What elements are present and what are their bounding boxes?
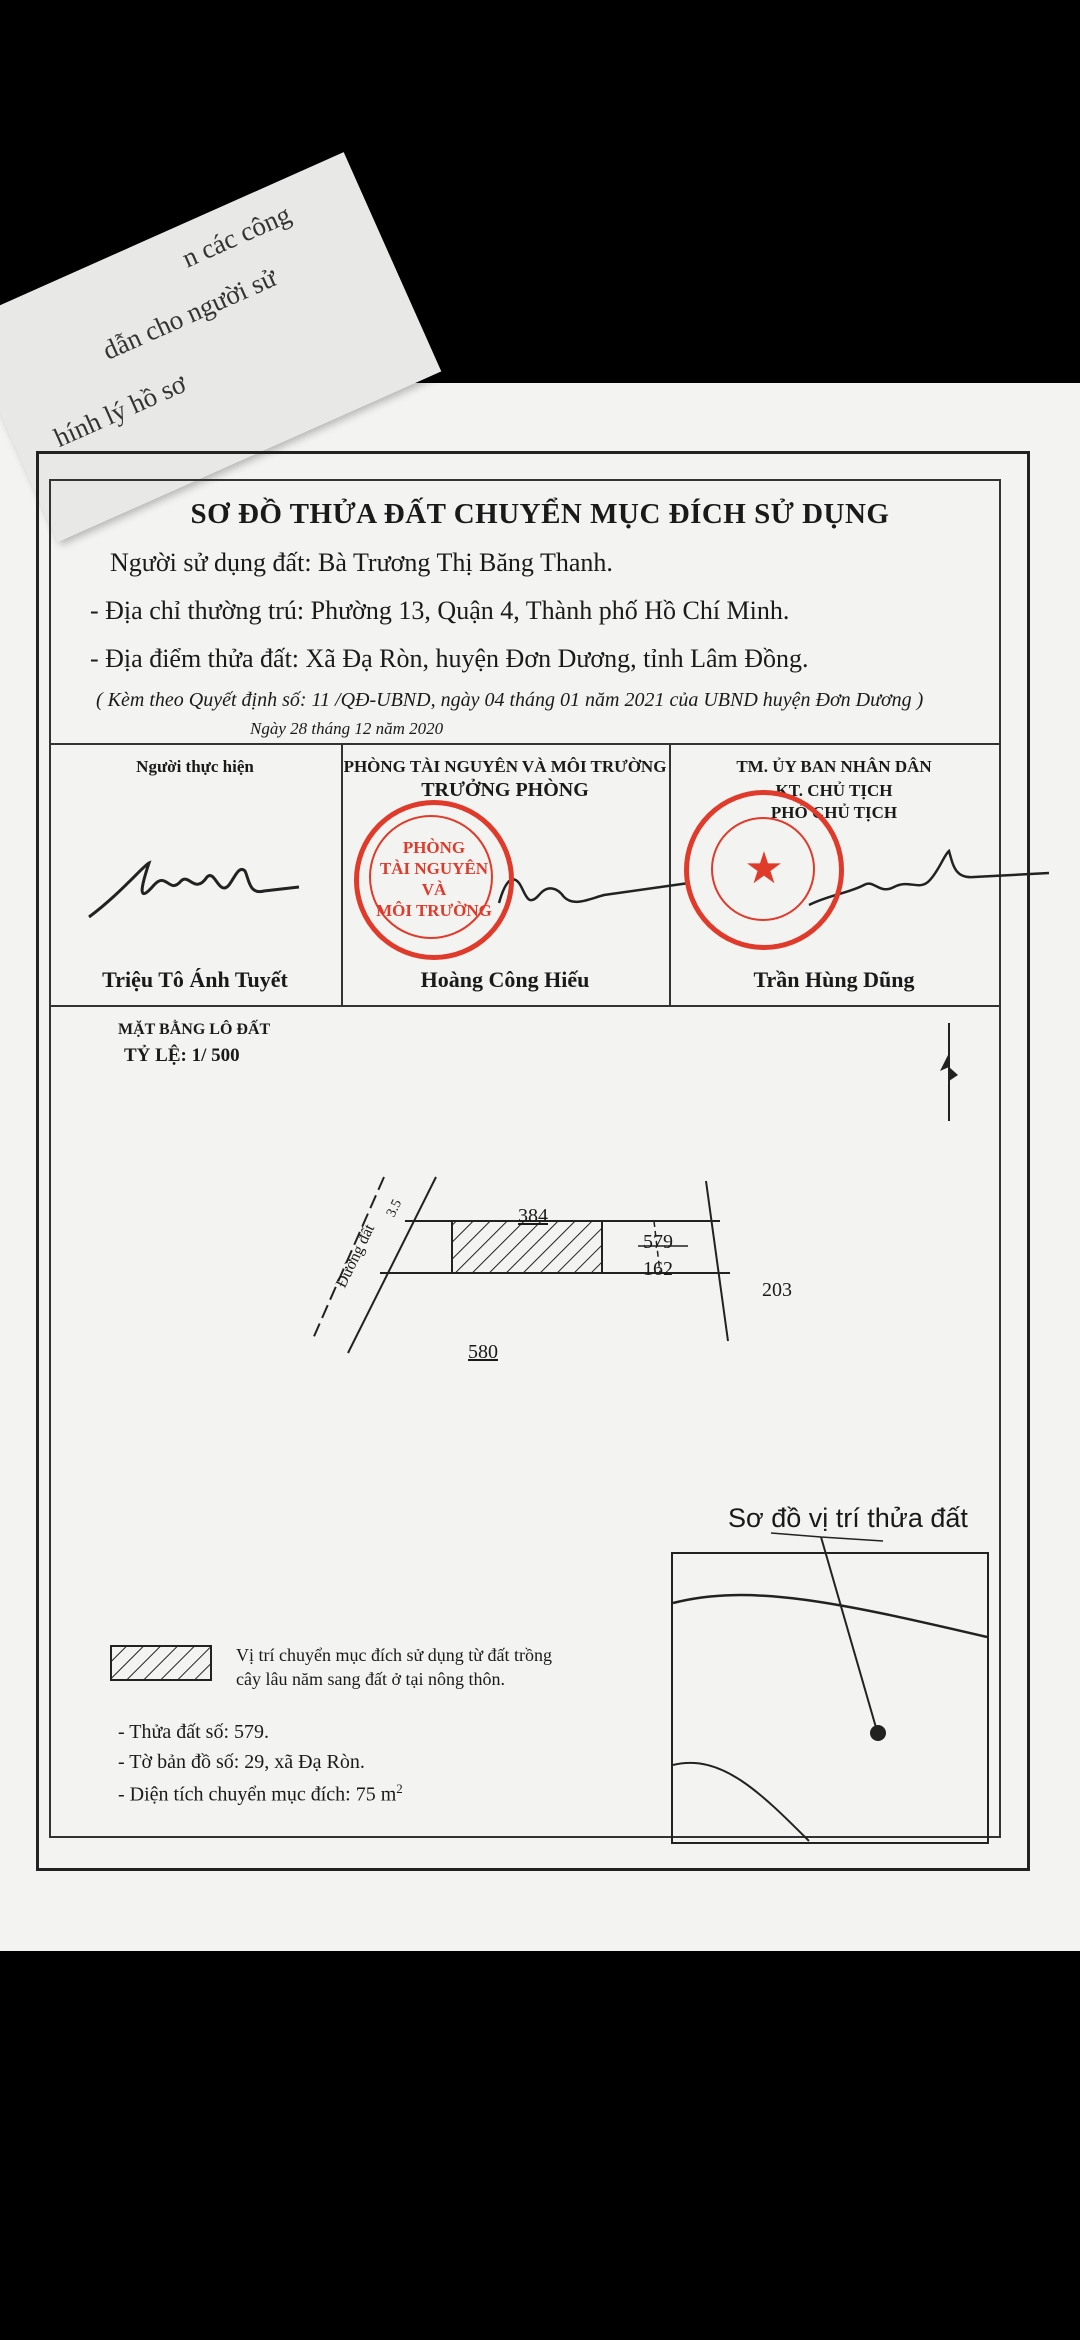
location-map [671,1533,991,1845]
signature-table [49,743,999,1007]
road-label: Đường đất [333,1221,379,1291]
plan-heading: MẶT BẰNG LÔ ĐẤT [118,1021,271,1038]
department-head-role: TRƯỞNG PHÒNG [421,779,589,801]
land-location: - Địa điểm thửa đất: Xã Đạ Ròn, huyện Đơn Dương, tỉnh Lâm Đồng. [90,644,809,673]
parcel-number: - Thửa đất số: 579. [118,1721,270,1743]
legend-hatch-swatch [110,1645,212,1681]
legend-line-2: cây lâu năm sang đất ở tại nông thôn. [236,1669,505,1689]
map-sheet-number: - Tờ bản đồ số: 29, xã Đạ Ròn. [118,1751,365,1773]
department-seal: PHÒNG TÀI NGUYÊN VÀ MÔI TRƯỜNG [354,800,514,960]
torn-text-2: dẫn cho người sử [98,262,281,366]
executor-role: Người thực hiện [136,757,254,776]
handwritten-signatures [49,825,999,965]
lot-area-number: 162 [643,1258,673,1280]
committee-signer-name: Trần Hùng Dũng [753,967,915,992]
torn-text-3: hính lý hồ sơ [49,368,191,453]
lot-number: 579 [643,1231,673,1253]
department-head-name: Hoàng Công Hiếu [420,967,590,992]
legend-line-1: Vị trí chuyển mục đích sử dụng từ đất trồng [236,1645,552,1665]
lot-diagram [300,1173,760,1373]
torn-text-1: n các công [177,198,296,274]
lot-south-number: 580 [468,1341,498,1363]
committee-role-2: PHÓ CHỦ TỊCH [770,803,898,822]
road-width: 3.5 [384,1197,406,1220]
star-emblem-icon: ★ [744,844,784,893]
lot-east-number: 203 [762,1279,792,1301]
land-user: Người sử dụng đất: Bà Trương Thị Băng Thanh. [110,548,613,577]
committee-role-1: KT. CHỦ TỊCH [775,781,893,800]
plan-scale: TỶ LỆ: 1/ 500 [124,1045,240,1066]
department-org: PHÒNG TÀI NGUYÊN VÀ MÔI TRƯỜNG [343,757,667,776]
document-paper [0,198,1080,1951]
lot-north-number: 384 [518,1205,548,1227]
executor-name: Triệu Tô Ánh Tuyết [102,967,288,992]
document-title: SƠ ĐỒ THỬA ĐẤT CHUYỂN MỤC ĐÍCH SỬ DỤNG [190,498,890,530]
north-arrow-icon [932,1023,962,1123]
decision-reference: ( Kèm theo Quyết định số: 11 /QĐ-UBND, ngày 04 tháng 01 năm 2021 của UBND huyện Đơn Dương ) [96,689,924,711]
permanent-address: - Địa chỉ thường trú: Phường 13, Quận 4, Thành phố Hồ Chí Minh. [90,596,790,625]
signing-date: Ngày 28 tháng 12 năm 2020 [250,719,444,738]
location-map-title: Sơ đồ vị trí thửa đất [728,1503,968,1533]
committee-seal [684,790,844,950]
committee-org: TM. ỦY BAN NHÂN DÂN [736,757,932,776]
converted-area: - Diện tích chuyển mục đích: 75 $m^2$ [118,1781,403,1806]
